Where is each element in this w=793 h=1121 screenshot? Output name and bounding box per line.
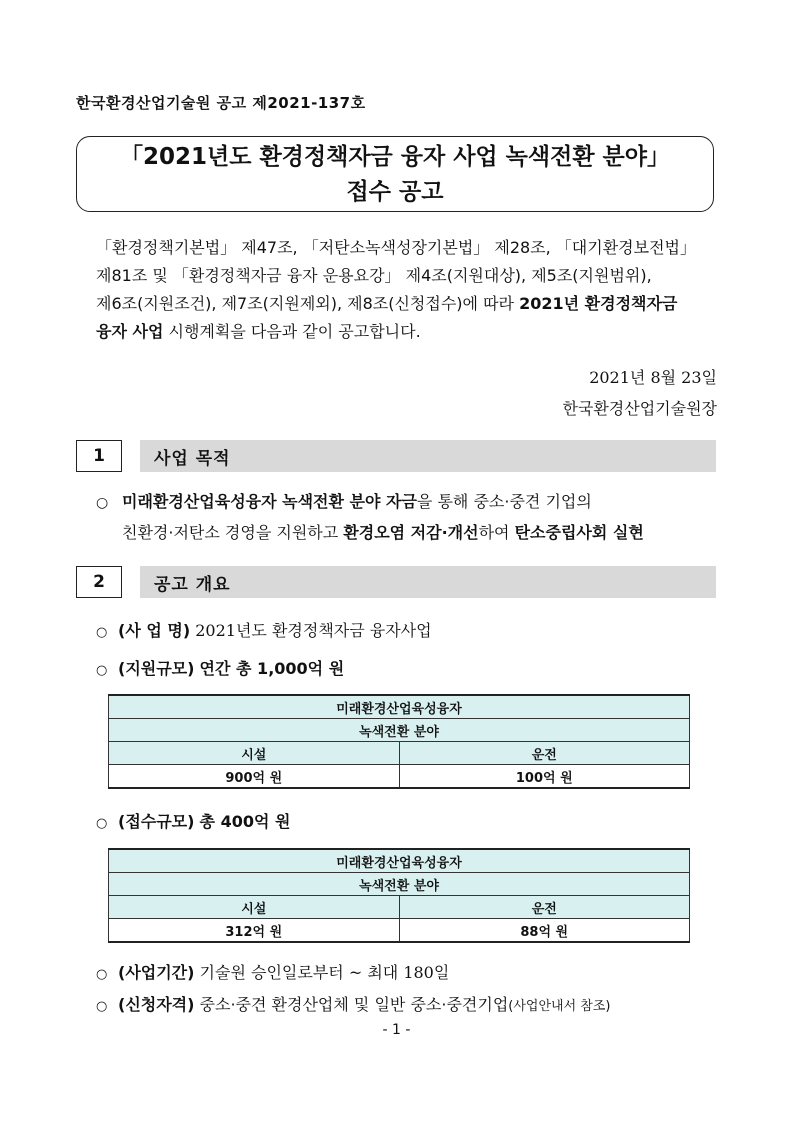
receipt-scale-item: ○ (접수규모) 총 400억 원 (96, 812, 291, 831)
title-box (76, 136, 714, 212)
column-header: 시설 (109, 742, 400, 765)
receipt-scale-table (108, 848, 690, 943)
page-number: - 1 - (382, 1022, 411, 1038)
support-scale-table (108, 694, 690, 789)
issuer: 한국환경산업기술원장 (562, 399, 717, 418)
section-2-title: 공고 개요 (140, 566, 716, 598)
bullet-icon: ○ (96, 816, 108, 831)
bullet-icon: ○ (96, 999, 108, 1014)
table-cell: 100억 원 (399, 765, 690, 789)
purpose-item: ○ 미래환경산업육성융자 녹색전환 분야 자금을 통해 중소·중견 기업의 친환경·저탄소 경영을 지원하고 환경오염 저감·개선하여 탄소중립사회 실현 (96, 487, 718, 548)
intro-line-4: 융자 사업 시행계획을 다음과 같이 공고합니다. (96, 322, 421, 341)
section-1-title: 사업 목적 (140, 440, 716, 472)
table-cell: 88억 원 (399, 919, 690, 943)
bullet-icon: ○ (96, 967, 108, 982)
title-line-2: 접수 공고 (346, 179, 444, 205)
bullet-icon: ○ (96, 495, 109, 511)
column-header: 시설 (109, 896, 400, 919)
bullet-icon: ○ (96, 663, 108, 678)
table-subheader: 녹색전환 분야 (109, 719, 690, 742)
table-cell: 900억 원 (109, 765, 400, 789)
intro-line-2: 제81조 및 「환경정책자금 융자 운용요강」 제4조(지원대상), 제5조(지원범위), (96, 266, 652, 285)
announcement-date: 2021년 8월 23일 (589, 368, 717, 387)
table-subheader: 녹색전환 분야 (109, 873, 690, 896)
notice-number: 한국환경산업기술원 공고 제2021-137호 (76, 94, 366, 112)
section-1-number: 1 (76, 440, 122, 472)
section-2-header (76, 566, 716, 598)
eligibility-item: ○ (신청자격) 중소·중견 환경산업체 및 일반 중소·중견기업(사업안내서 참조) (96, 995, 611, 1014)
support-scale-item: ○ (지원규모) 연간 총 1,000억 원 (96, 659, 345, 678)
project-name-item: ○ (사 업 명) 2021년도 환경정책자금 융자사업 (96, 621, 432, 640)
column-header: 운전 (399, 896, 690, 919)
intro-line-3: 제6조(지원조건), 제7조(지원제외), 제8조(신청접수)에 따라 2021년 환경정책자금 (96, 294, 678, 313)
table-header: 미래환경산업육성융자 (109, 695, 690, 719)
project-period-item: ○ (사업기간) 기술원 승인일로부터 ~ 최대 180일 (96, 963, 450, 982)
title-line-1: 「2021년도 환경정책자금 융자 사업 녹색전환 분야」 (120, 144, 670, 170)
section-2-number: 2 (76, 566, 122, 598)
intro-line-1: 「환경정책기본법」 제47조, 「저탄소녹색성장기본법」 제28조, 「대기환경보전법」 (96, 238, 697, 257)
table-header: 미래환경산업육성융자 (109, 849, 690, 873)
column-header: 운전 (399, 742, 690, 765)
section-1-header (76, 440, 716, 472)
intro-paragraph (96, 234, 718, 346)
bullet-icon: ○ (96, 625, 108, 640)
table-cell: 312억 원 (109, 919, 400, 943)
